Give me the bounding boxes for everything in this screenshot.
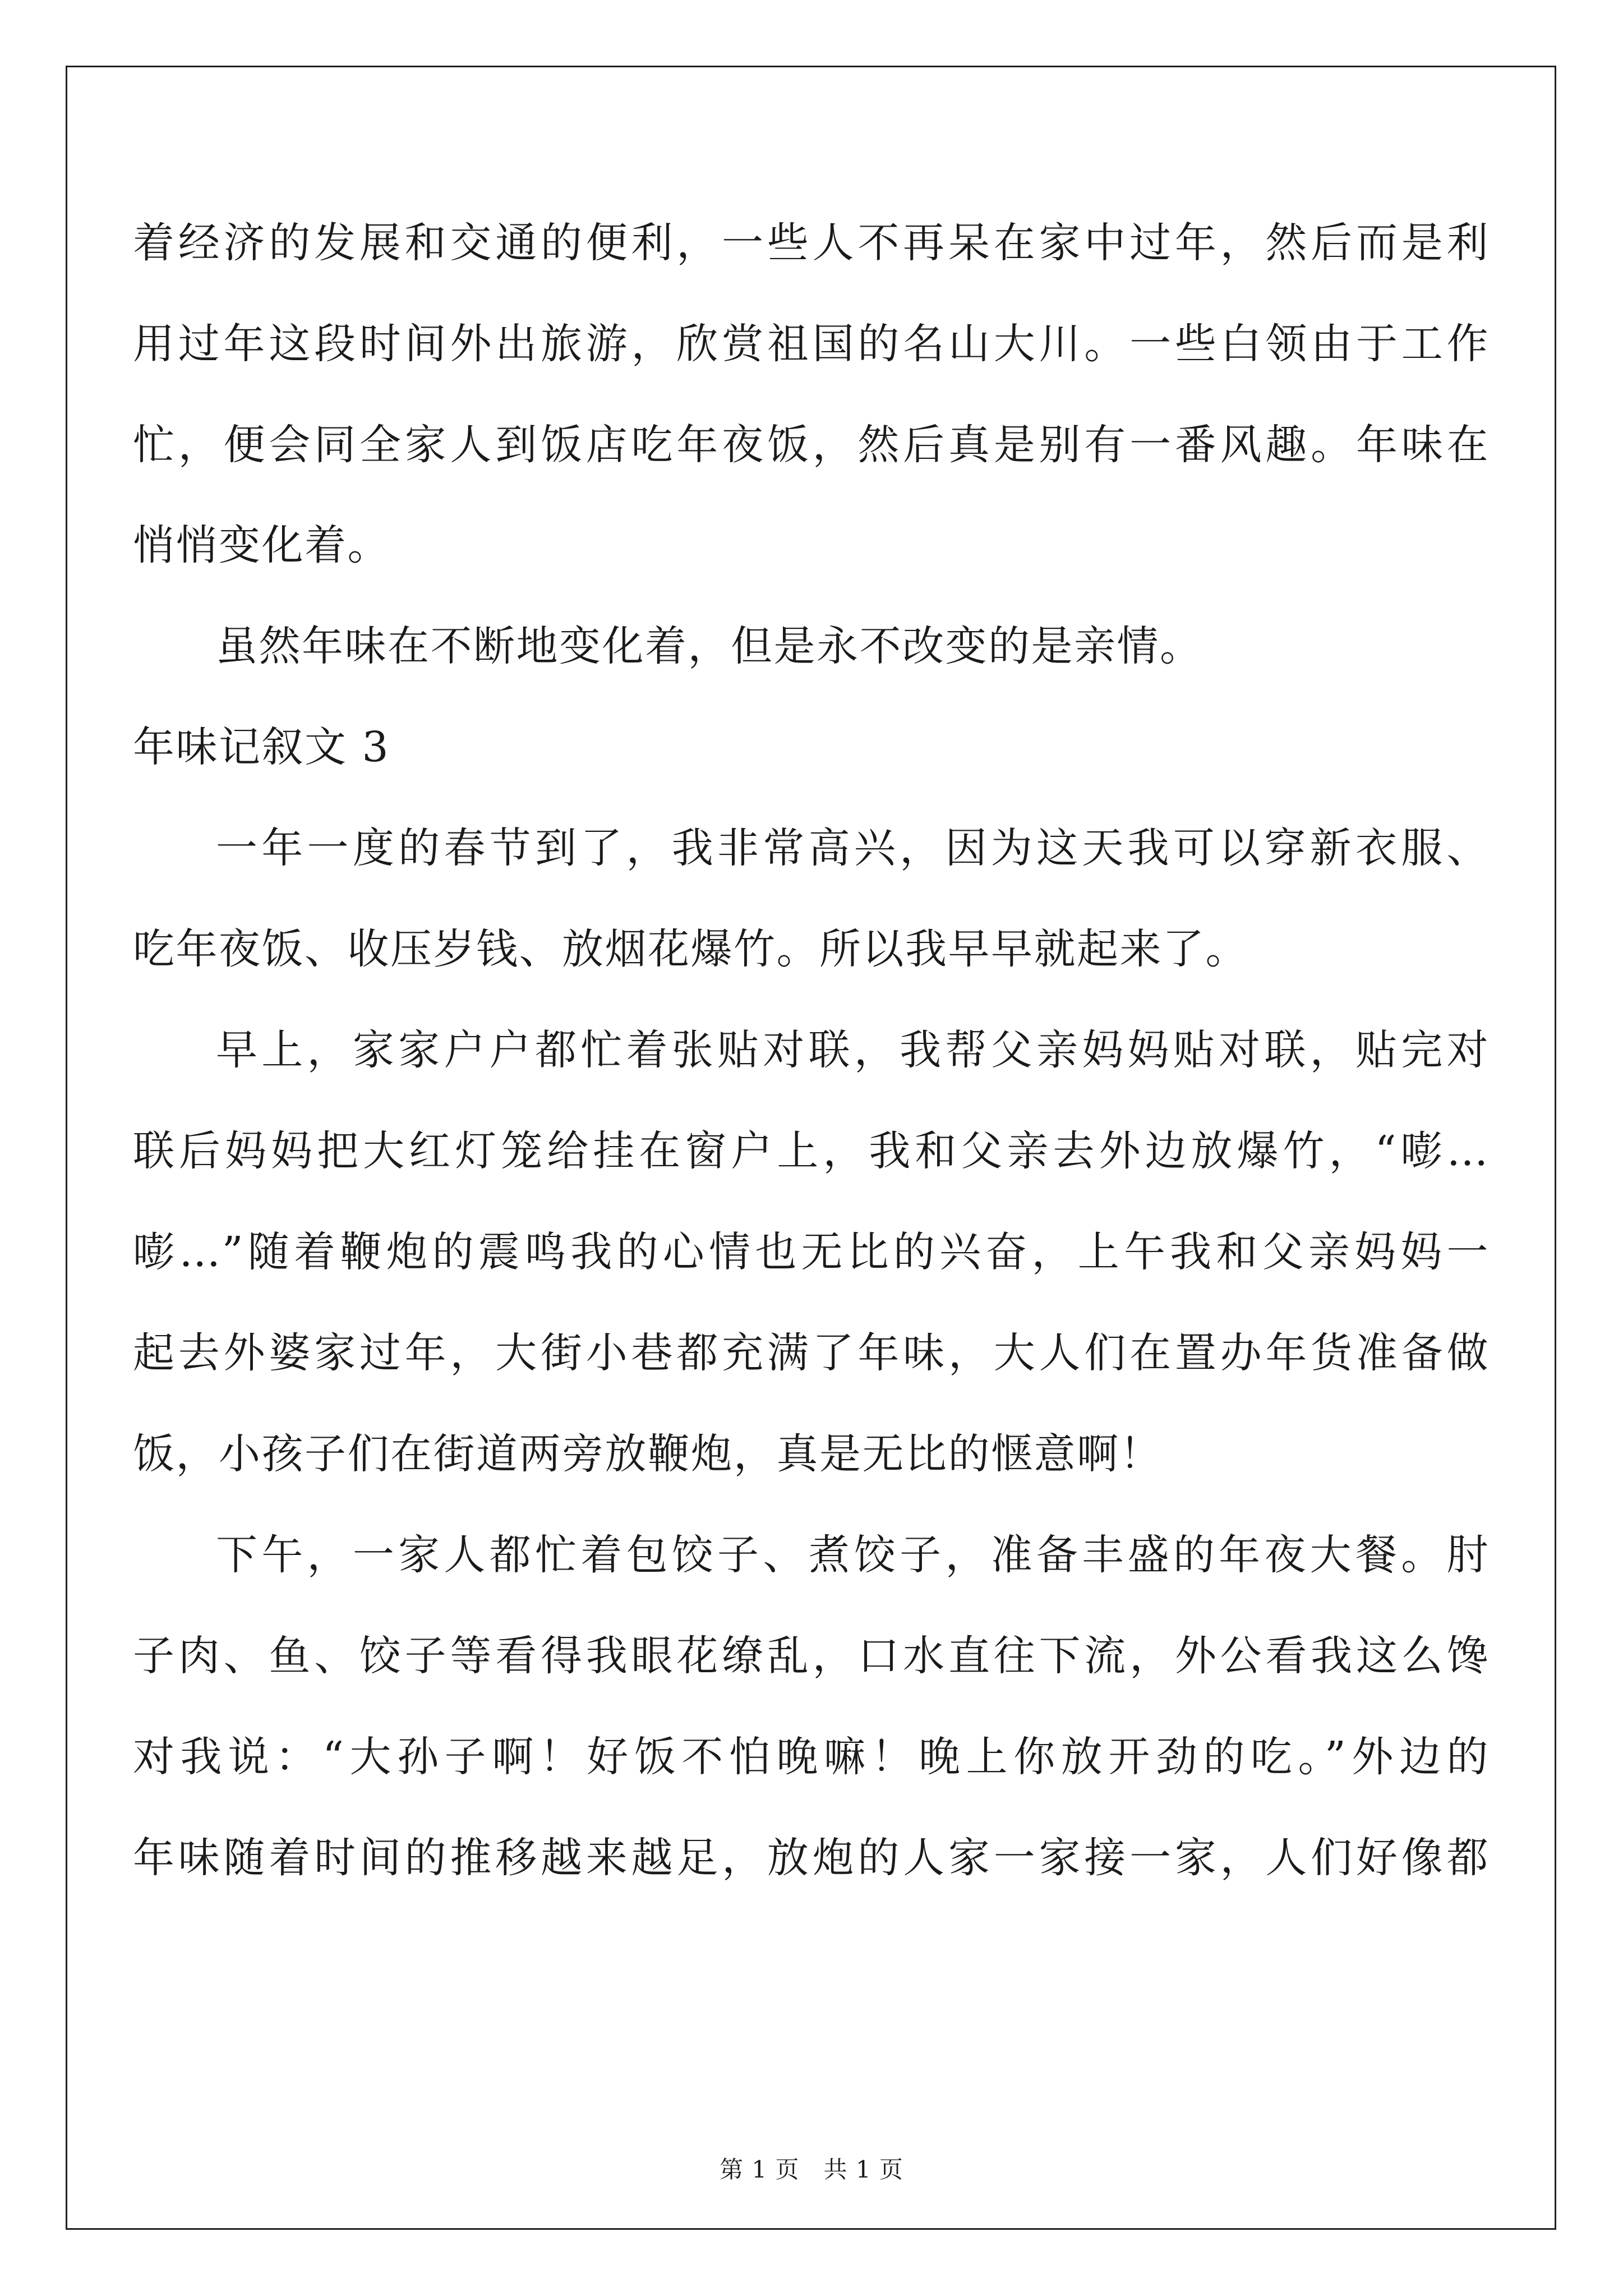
text-line: 悄悄变化着。 [133, 521, 390, 569]
page-number-footer: 第 1 页 共 1 页 [720, 2156, 903, 2183]
text-line: 饭，小孩子们在街道两旁放鞭炮，真是无比的惬意啊！ [133, 1430, 1163, 1478]
text-line: 子肉、鱼、饺子等看得我眼花缭乱，口水直往下流，外公看我这么馋 [133, 1632, 1490, 1680]
paragraph-start: 早上，家家户户都忙着张贴对联，我帮父亲妈妈贴对联，贴完对 [216, 1026, 1490, 1074]
text-line: 忙，便会同全家人到饭店吃年夜饭，然后真是别有一番风趣。年味在 [133, 421, 1490, 469]
section-heading: 年味记叙文 3 [133, 723, 390, 771]
paragraph-start: 一年一度的春节到了，我非常高兴，因为这天我可以穿新衣服、 [216, 824, 1490, 872]
paragraph-start: 下午，一家人都忙着包饺子、煮饺子，准备丰盛的年夜大餐。肘 [216, 1531, 1490, 1579]
text-line: 起去外婆家过年，大街小巷都充满了年味，大人们在置办年货准备做 [133, 1329, 1490, 1377]
text-line: 嘭…”随着鞭炮的震鸣我的心情也无比的兴奋，上午我和父亲妈妈一 [133, 1228, 1490, 1276]
text-line: 用过年这段时间外出旅游，欣赏祖国的名山大川。一些白领由于工作 [133, 320, 1490, 368]
text-line: 联后妈妈把大红灯笼给挂在窗户上，我和父亲去外边放爆竹，“嘭… [133, 1127, 1490, 1175]
text-line: 年味随着时间的推移越来越足，放炮的人家一家接一家，人们好像都 [133, 1834, 1490, 1882]
paragraph-start: 虽然年味在不断地变化着，但是永不改变的是亲情。 [216, 622, 1203, 670]
text-line: 着经济的发展和交通的便利，一些人不再呆在家中过年，然后而是利 [133, 219, 1490, 267]
text-line: 吃年夜饭、收压岁钱、放烟花爆竹。所以我早早就起来了。 [133, 925, 1248, 973]
text-line: 对我说：“大孙子啊！好饭不怕晚嘛！晚上你放开劲的吃。”外边的 [133, 1733, 1490, 1781]
